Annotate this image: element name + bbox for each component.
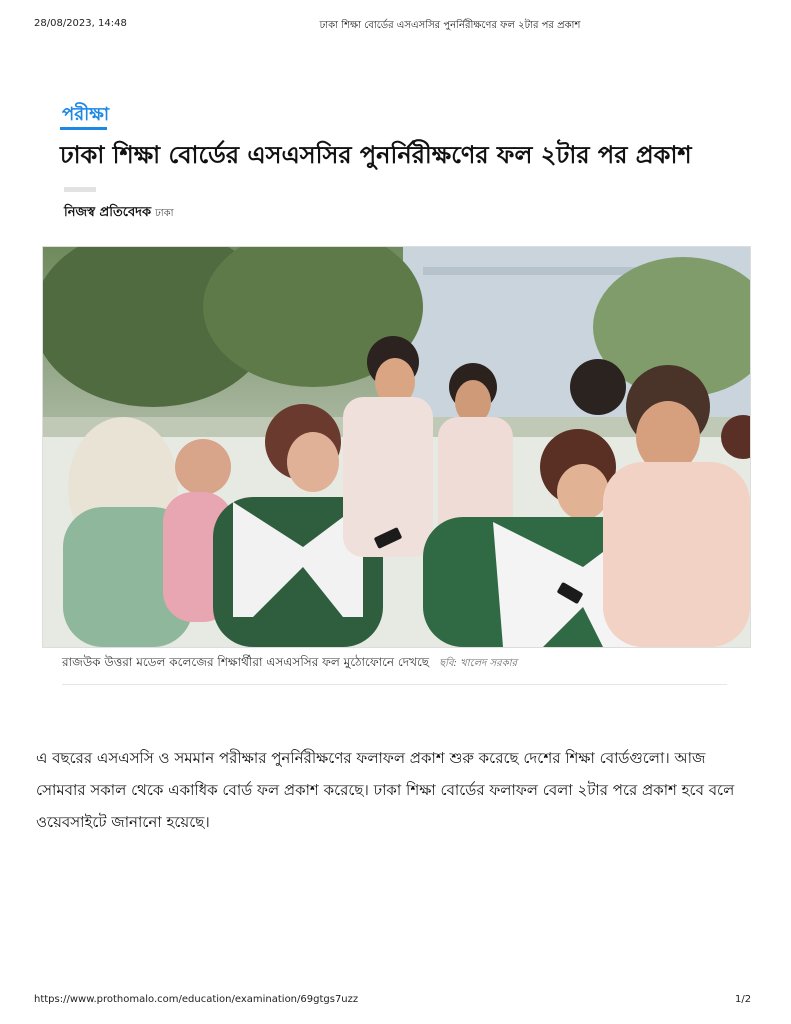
byline [64, 203, 174, 224]
print-date: 28/08/2023, 14:48 [34, 18, 127, 29]
print-page-number: 1/2 [735, 994, 752, 1005]
author-location: ঢাকা [155, 208, 174, 219]
photo-caption-line [62, 654, 742, 674]
article-photo-illustration [43, 247, 750, 647]
print-page-title: ঢাকা শিক্ষা বোর্ডের এসএসসির পুনর্নিরীক্ষণের ফল ২টার পর প্রকাশ [319, 20, 581, 31]
category-underline [60, 127, 107, 130]
category-link[interactable]: পরীক্ষা [62, 104, 110, 125]
article-photo [42, 246, 751, 648]
article-headline: ঢাকা শিক্ষা বোর্ডের এসএসসির পুনর্নিরীক্ষণের ফল ২টার পর প্রকাশ [60, 141, 692, 169]
print-url[interactable]: https://www.prothomalo.com/education/examination/69gtgs7uzz [34, 994, 359, 1005]
article-body-paragraph: এ বছরের এসএসসি ও সমমান পরীক্ষার পুনর্নিরীক্ষণের ফলাফল প্রকাশ শুরু করেছে দেশের শিক্ষা বোর্ডগুলো। আজ সোমবার সকাল থেকে একাধিক বোর্ড ফল প্রকাশ করেছে। ঢাকা শিক্ষা বোর্ডের ফলাফল বেলা ২টার পরে প্রকাশ হবে বলে ওয়েবসাইটে জানানো হয়েছে। [36, 749, 735, 831]
photo-caption: রাজউক উত্তরা মডেল কলেজের শিক্ষার্থীরা এসএসসির ফল মুঠোফোনে দেখছে [62, 655, 430, 669]
print-header [0, 18, 791, 34]
byline-divider [64, 187, 96, 192]
photo-credit: ছবি: খালেদ সরকার [439, 658, 517, 669]
caption-divider [62, 684, 727, 685]
author-name[interactable]: নিজস্ব প্রতিবেদক [64, 205, 152, 220]
